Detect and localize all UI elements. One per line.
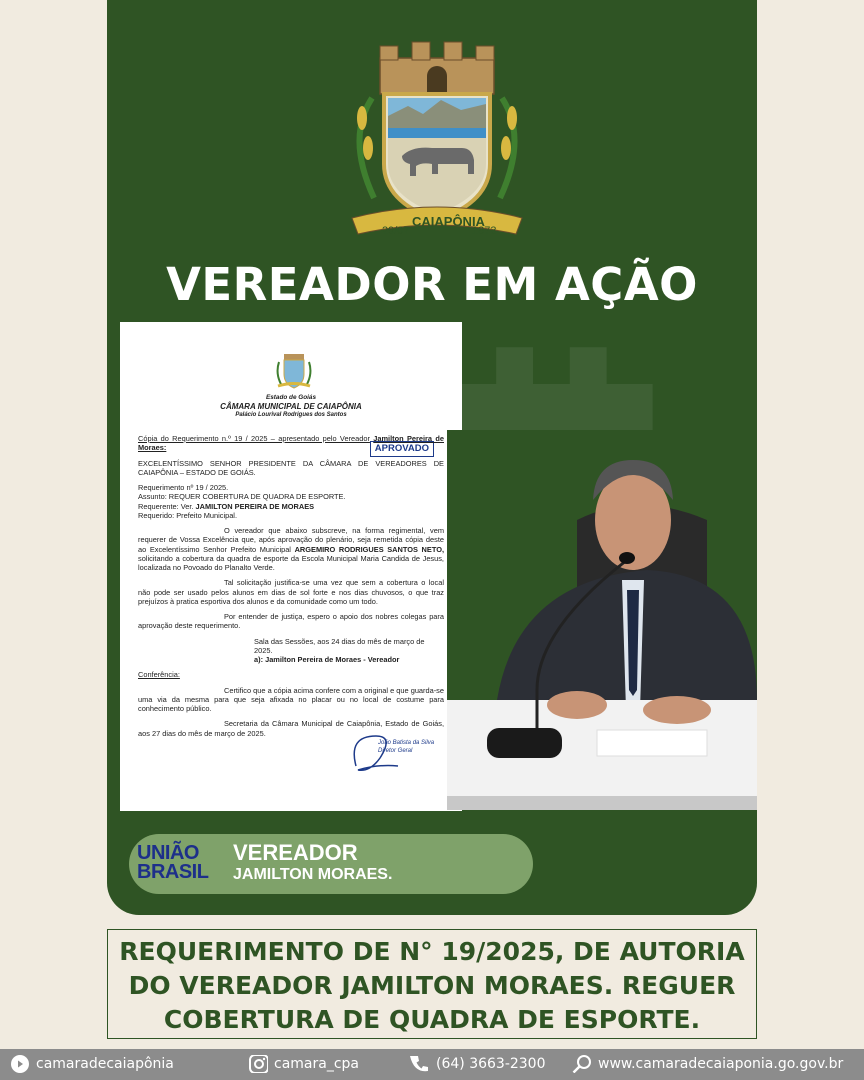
doc-palace: Palácio Lourival Rodrigues dos Santos bbox=[235, 412, 347, 418]
doc-addressee: EXCELENTÍSSIMO SENHOR PRESIDENTE DA CÂMARA DE VEREADORES DE CAIAPÔNIA – ESTADO DE GOIÁS. bbox=[138, 458, 444, 477]
doc-crest-icon bbox=[276, 352, 312, 392]
signature-role: Diretor Geral bbox=[378, 747, 413, 754]
doc-signed-by: a): Jamilton Pereira de Moraes - Vereador bbox=[254, 655, 400, 664]
signature-name: João Batista da Silva bbox=[378, 740, 435, 746]
councillor-photo bbox=[447, 430, 757, 810]
doc-para1-name: ARGEMIRO RODRIGUES SANTOS NETO, bbox=[294, 544, 444, 554]
caption-line2: DO VEREADOR JAMILTON MORAES. REGUER bbox=[128, 971, 736, 1000]
doc-req-subject: Assunto: REQUER COBERTURA DE QUADRA DE ESPORTE. bbox=[138, 492, 346, 502]
doc-intro: Cópia do Requerimento n.º 19 / 2025 – apresentado pelo Vereador bbox=[138, 434, 370, 443]
caption-line3: COBERTURA DE QUADRA DE ESPORTE. bbox=[163, 1005, 701, 1034]
footer-phone[interactable] bbox=[410, 1055, 546, 1073]
doc-para1-b: solicitando a cobertura da quadra de esporte da Escola Municipal Maria Candida de Jesus, localizada no Povoado do Planalto Verde. bbox=[138, 553, 444, 572]
footer-instagram-label: camara_cpa bbox=[274, 1056, 359, 1072]
doc-para4: Certifico que a cópia acima confere com a original e que guarda-se uma via da mesma para que seja afixada no placar ou no local de costume para conhecimento público. bbox=[138, 685, 444, 713]
search-icon bbox=[572, 1055, 592, 1073]
phone-icon bbox=[410, 1055, 430, 1073]
footer-instagram[interactable] bbox=[248, 1055, 359, 1073]
doc-req-number: Requerimento nº 19 / 2025. bbox=[138, 483, 229, 492]
footer-bar bbox=[0, 1049, 864, 1080]
party-logo-line1: UNIÃO bbox=[137, 842, 199, 864]
city-crest-icon bbox=[332, 38, 542, 253]
footer-youtube-label: camaradecaiapônia bbox=[36, 1056, 174, 1072]
doc-para1-a: O vereador que abaixo subscreve, na forma regimental, vem requerer de Vossa Excelência que, após aprovação do plenário, seja remetida cópia deste ao Excelentíssimo Senhor Prefeito Municipal bbox=[138, 526, 444, 554]
party-logo-line2: BRASIL bbox=[137, 861, 209, 883]
councillor-badge bbox=[129, 834, 533, 894]
doc-session-date: Sala das Sessões, aos 24 dias do mês de março de 2025. bbox=[254, 636, 425, 655]
crest-date-left: 29/07 bbox=[382, 225, 410, 237]
footer-website-label: www.camaradecaiaponia.go.gov.br bbox=[598, 1056, 844, 1072]
crest-date-right: 1873 bbox=[472, 225, 497, 237]
doc-para5: Secretaria da Câmara Municipal de Caiapônia, Estado de Goiás, aos 27 dias do mês de março de 2025. bbox=[138, 719, 444, 738]
caption-line1: REQUERIMENTO DE N° 19/2025, DE AUTORIA bbox=[119, 937, 745, 966]
caption-box bbox=[107, 929, 757, 1039]
doc-requester-label: Requerente: Ver. bbox=[138, 501, 194, 511]
footer-phone-label: (64) 3663-2300 bbox=[436, 1056, 546, 1072]
requerimento-document bbox=[120, 322, 462, 811]
youtube-icon bbox=[10, 1055, 30, 1073]
doc-requester-name: JAMILTON PEREIRA DE MORAES bbox=[195, 501, 315, 511]
doc-para3: Por entender de justiça, espero o apoio dos nobres colegas para aprovação deste requerimento. bbox=[138, 612, 444, 631]
badge-name: JAMILTON MORAES. bbox=[233, 866, 393, 883]
headline: VEREADOR EM AÇÃO bbox=[166, 258, 698, 311]
footer-website[interactable] bbox=[572, 1055, 843, 1073]
footer-youtube[interactable] bbox=[10, 1055, 174, 1073]
approved-stamp: APROVADO bbox=[370, 441, 434, 457]
crest-city-name: CAIAPÔNIA bbox=[412, 214, 485, 229]
doc-state: Estado de Goiás bbox=[265, 394, 317, 401]
doc-conferencia-label: Conferência: bbox=[138, 670, 180, 680]
green-panel bbox=[107, 0, 757, 915]
doc-requested: Requerido: Prefeito Municipal. bbox=[138, 510, 238, 520]
instagram-icon bbox=[248, 1055, 268, 1073]
doc-para2: Tal solicitação justifica-se uma vez que sem a cobertura o local não pode ser usado pelos alunos em dias de sol forte e nos dias chuvosos, o que traz prejuízos à pratica esportiva dos alunos e da comunidade como um todo. bbox=[138, 578, 444, 606]
doc-chamber: CÂMARA MUNICIPAL DE CAIAPÔNIA bbox=[220, 402, 362, 411]
badge-title: VEREADOR bbox=[233, 840, 358, 865]
doc-intro-author: Jamilton Pereira de Moraes: bbox=[138, 434, 444, 453]
